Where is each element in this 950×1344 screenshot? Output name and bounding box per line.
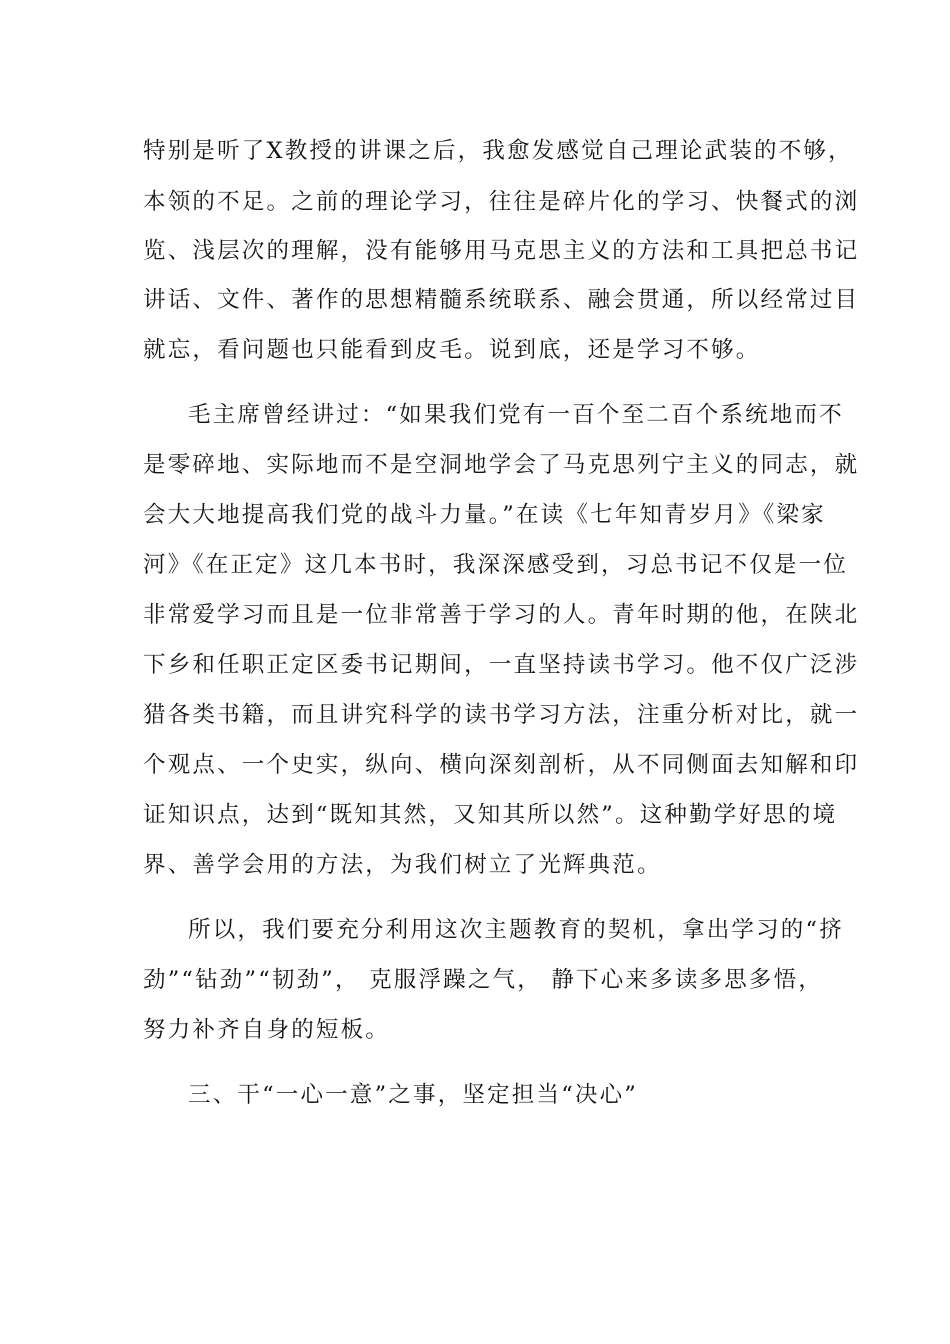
paragraph-2-line-6: 下乡和任职正定区委书记期间，一直坚持读书学习。他不仅广泛涉 — [143, 652, 860, 678]
paragraph-2-line-5: 非常爱学习而且是一位非常善于学习的人。青年时期的他，在陕北 — [143, 602, 860, 628]
paragraph-2-line-3: 会大大地提高我们党的战斗力量。”在读《七年知青岁月》《梁家 — [143, 502, 826, 528]
paragraph-1-line-4: 讲话、文件、著作的思想精髓系统联系、融会贯通，所以经常过目 — [143, 287, 860, 313]
paragraph-2-line-8: 个观点、一个史实，纵向、横向深刻剖析，从不同侧面去知解和印 — [143, 752, 860, 778]
paragraph-1-line-2: 本领的不足。之前的理论学习，往往是碎片化的学习、快餐式的浏 — [143, 189, 860, 215]
paragraph-3-line-2: 劲”“钻劲”“韧劲”， 克服浮躁之气， 静下心来多读多思多悟， — [143, 967, 824, 993]
paragraph-2-line-2: 是零碎地、实际地而不是空洞地学会了马克思列宁主义的同志，就 — [143, 452, 860, 478]
paragraph-3-line-1: 所以，我们要充分利用这次主题教育的契机，拿出学习的“挤 — [188, 917, 844, 943]
paragraph-2-line-4: 河》《在正定》这几本书时，我深深感受到，习总书记不仅是一位 — [143, 552, 849, 578]
section-heading: 三、干“一心一意”之事，坚定担当“决心” — [188, 1082, 639, 1108]
paragraph-2-line-1: 毛主席曾经讲过：“如果我们党有一百个至二百个系统地而不 — [188, 402, 844, 428]
paragraph-1-line-5: 就忘，看问题也只能看到皮毛。说到底，还是学习不够。 — [143, 337, 761, 363]
paragraph-2-line-7: 猎各类书籍，而且讲究科学的读书学习方法，注重分析对比，就一 — [143, 702, 860, 728]
paragraph-2-line-9: 证知识点，达到“既知其然，又知其所以然”。这种勤学好思的境 — [143, 802, 838, 828]
paragraph-3-line-3: 努力补齐自身的短板。 — [143, 1017, 391, 1043]
paragraph-2-line-10: 界、善学会用的方法，为我们树立了光辉典范。 — [143, 852, 662, 878]
paragraph-1-line-1: 特别是听了X教授的讲课之后，我愈发感觉自己理论武装的不够， — [143, 138, 853, 164]
paragraph-1-line-3: 览、浅层次的理解，没有能够用马克思主义的方法和工具把总书记 — [143, 238, 860, 264]
